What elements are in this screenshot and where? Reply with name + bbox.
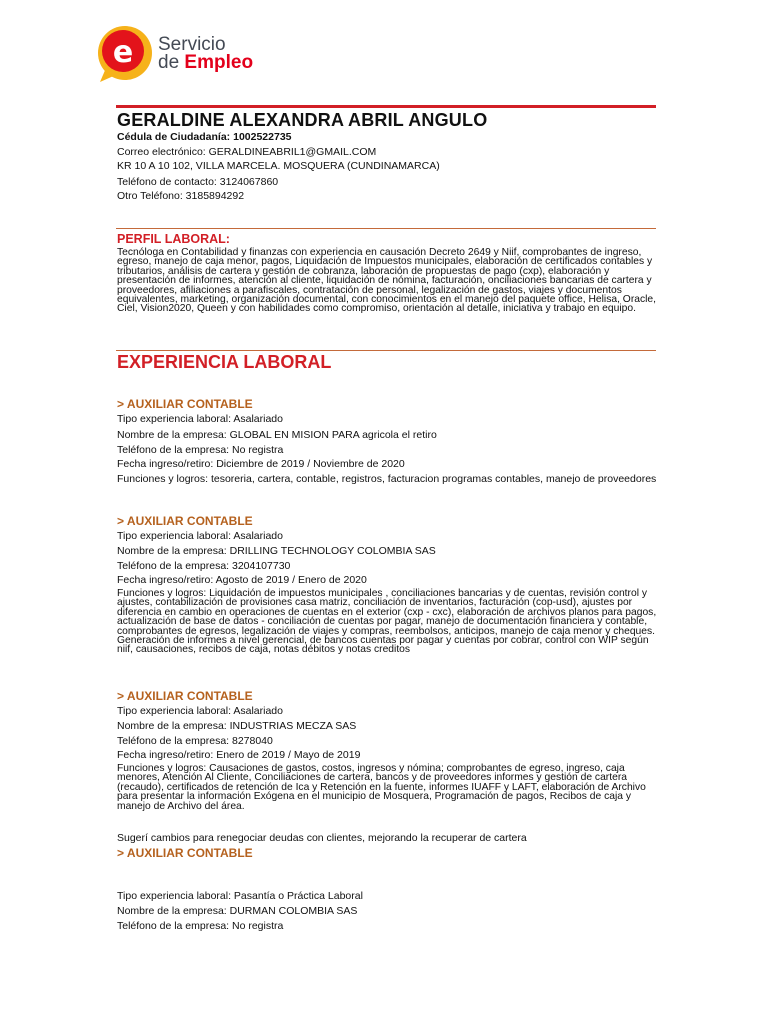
address: KR 10 A 10 102, VILLA MARCELA. MOSQUERA (CUNDINAMARCA) xyxy=(117,160,440,172)
job-functions: Funciones y logros: Liquidación de impuestos municipales , conciliaciones bancarias y de cuentas, revisión control y ajustes, contabilización de provisiones casa matriz, conciliación de inventarios, facturación (cop-usd), ajustes por diferencia en cambio en operaciones de cuentas en el exterior (cxp - cxc), elaboración de archivos planos para pagos, actualización de base de datos - conciliación de cuentas por pagar, manejo de documentación financiera y contable, comprobantes de egresos, legalización de viajes y compras, reembolsos, anticipos, manejo de caja menor y cheques. Generación de informes a nivel gerencial, de bancos cuentas por pagar y cuentas por cobrar, control con WIP según niif, causaciones, recibos de caja, notas débitos y notas creditos xyxy=(117,588,657,656)
experience-title: EXPERIENCIA LABORAL xyxy=(117,352,332,372)
job-achievement: Sugerí cambios para renegociar deudas con clientes, mejorando la recuperar de cartera xyxy=(117,832,527,844)
job-company: Nombre de la empresa: GLOBAL EN MISION PARA agricola el retiro xyxy=(117,429,437,441)
job-dates: Fecha ingreso/retiro: Enero de 2019 / Mayo de 2019 xyxy=(117,749,361,761)
job-title: > AUXILIAR CONTABLE xyxy=(117,689,253,703)
contact-phone: Teléfono de contacto: 3124067860 xyxy=(117,176,279,188)
job-phone: Teléfono de la empresa: 3204107730 xyxy=(117,560,291,572)
profile-divider xyxy=(116,228,656,229)
job-functions: Funciones y logros: Causaciones de gastos, costos, ingresos y nómina; comprobantes de egreso, ingreso, caja menores, Atención Al Cliente, Conciliaciones de cartera, bancos y de proveedores informes y gestión de cartera (recaudo), certificados de retención de Ica y Retención en la fuente, informes IUAFF y LAFT, elaboración de Archivo para presentar la información Exógena en el municipio de Mosquera, Programación de pagos, Recibos de caja y manejo de Archivo del área. xyxy=(117,763,646,812)
email: Correo electrónico: GERALDINEABRIL1@GMAIL.COM xyxy=(117,146,377,158)
header-divider xyxy=(116,105,656,108)
job-dates: Fecha ingreso/retiro: Diciembre de 2019 / Noviembre de 2020 xyxy=(117,458,405,470)
job-type: Tipo experiencia laboral: Asalariado xyxy=(117,413,283,425)
candidate-name: GERALDINE ALEXANDRA ABRIL ANGULO xyxy=(117,110,488,130)
profile-text: Tecnóloga en Contabilidad y finanzas con experiencia en causación Decreto 2649 y Niif, comprobantes de ingreso, egreso, manejo de caja menor, pagos, Liquidación de Impuestos municipales, elaboración de certificados contables y tributarios, análisis de cartera y gestión de cobranza, laboración de propuestas de pago (cxp), elaboración y presentación de informes, atención al cliente, liquidación de nómina, facturación, onciliaciones bancarias de cartera y proveedores, afiliaciones a parafiscales, contratación de personal, legalización de gastos, viajes y documentos equivalentes, marketing, organización documental, con conocimientos en el manejo del paquete office, Helisa, Oracle, Ciel, Vision2020, Queen y con habilidades como compromiso, orientación al detalle, iniciativa y trabajo en equipo. xyxy=(117,247,656,315)
job-type: Tipo experiencia laboral: Asalariado xyxy=(117,530,283,542)
other-phone: Otro Teléfono: 3185894292 xyxy=(117,190,245,202)
job-title: > AUXILIAR CONTABLE xyxy=(117,397,253,411)
job-phone: Teléfono de la empresa: No registra xyxy=(117,444,284,456)
logo-mark-icon xyxy=(96,24,156,86)
job-company: Nombre de la empresa: DURMAN COLOMBIA SAS xyxy=(117,905,358,917)
job-type: Tipo experiencia laboral: Asalariado xyxy=(117,705,283,717)
job-type: Tipo experiencia laboral: Pasantía o Práctica Laboral xyxy=(117,890,363,902)
profile-title: PERFIL LABORAL: xyxy=(117,232,230,246)
logo-line1: Servicio xyxy=(158,34,226,55)
job-functions: Funciones y logros: tesoreria, cartera, contable, registros, facturacion programas contables, manejo de proveedores xyxy=(117,473,657,485)
job-title: > AUXILIAR CONTABLE xyxy=(117,514,253,528)
id-number: Cédula de Ciudadanía: 1002522735 xyxy=(117,131,292,143)
job-title: > AUXILIAR CONTABLE xyxy=(117,846,253,860)
servicio-de-empleo-logo xyxy=(96,24,266,84)
job-company: Nombre de la empresa: INDUSTRIAS MECZA SAS xyxy=(117,720,357,732)
logo-line2: de Empleo xyxy=(158,52,254,73)
experience-divider xyxy=(116,350,656,351)
job-dates: Fecha ingreso/retiro: Agosto de 2019 / Enero de 2020 xyxy=(117,574,367,586)
svg-text:e: e xyxy=(112,35,134,70)
job-phone: Teléfono de la empresa: 8278040 xyxy=(117,735,273,747)
job-company: Nombre de la empresa: DRILLING TECHNOLOGY COLOMBIA SAS xyxy=(117,545,436,557)
job-phone: Teléfono de la empresa: No registra xyxy=(117,920,284,932)
